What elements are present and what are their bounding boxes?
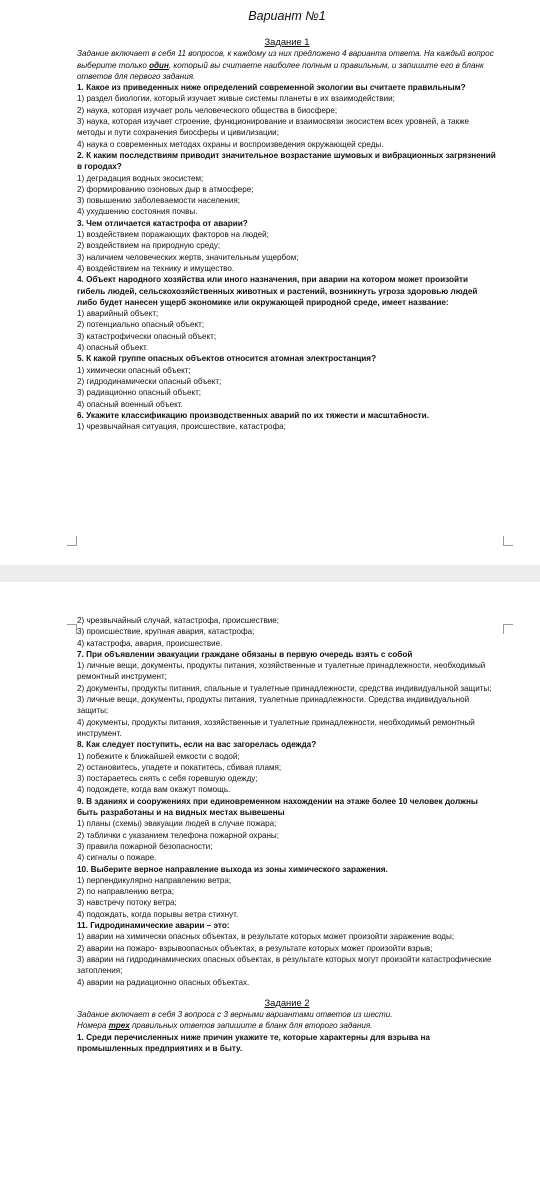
answer-option: 3) катастрофически опасный объект; [77,331,217,341]
answer-option: 1) личные вещи, документы, продукты питания, хозяйственные и туалетные принадлежности, необходимый ремонтный инструмент; [77,661,486,682]
question-text: 2. К каким последствиям приводит значительное возрастание шумовых и вибрационных загрязнений в городах? [77,150,496,172]
answer-option: 1) побежите к ближайшей емкости с водой; [77,751,240,761]
answer-option: 1) раздел биологии, который изучает живые системы планеты в их взаимодействии; [77,94,395,104]
variant-title: Вариант №1 [248,9,326,23]
question-list-page-1 [77,82,497,432]
question-text: 4. Объект народного хозяйства или иного назначения, при аварии на котором может произойти гибель людей, сельскохозяйственных животных и растений, возникнуть угроза здоровью людей либо будет нанесен ущерб экономике или окружающей природной среде, имеет название: [77,275,478,307]
page-1-content [77,8,497,432]
answer-option: 1) деградация водных экосистем; [77,173,204,183]
answer-option: 2) наука, которая изучает роль человеческого общества в биосфере; [77,105,338,115]
answer-option: 3) навстречу потоку ветра; [77,898,177,908]
answer-option: 2) по направлению ветра; [77,887,174,897]
answer-option: 2) таблички с указанием телефона пожарной охраны; [77,830,279,840]
section-1-intro [77,48,497,82]
answer-option: 3) постараетесь снять с себя горевшую одежду; [77,774,258,784]
intro-text-end: , который вы считаете наиболее полным и правильным, и запишите его в бланк ответов для первого задания. [77,60,484,81]
answer-option: 4) опасный военный объект. [77,399,183,409]
question-text: 8. Как следует поступить, если на вас загорелась одежда? [77,740,317,750]
answer-option: 4) подождете, когда вам окажут помощь. [77,785,231,795]
question-list-page-2 [77,649,497,988]
answer-option: 2) потенциально опасный объект; [77,320,205,330]
answer-option: 2) чрезвычайный случай, катастрофа, происшествие; [77,616,280,625]
section-1-title: Задание 1 [264,36,310,47]
answer-option: 2) гидродинамически опасный объект; [77,376,222,386]
answer-option: 1) воздействием поражающих факторов на людей; [77,230,269,240]
section-2-intro-line-2 [77,1020,497,1031]
answer-option: 1) перпендикулярно направлению ветра; [77,875,232,885]
section-2-intro-line-1: Задание включает в себя 3 вопроса с 3 верными вариантами ответов из шести. [77,1010,393,1020]
answer-option: 1) аварийный объект; [77,309,159,319]
answer-option: 4) катастрофа, авария, происшествие. [77,638,223,648]
section-2-question-1: 1. Среди перечисленных ниже причин укажите те, которые характерны для взрыва на промышленных предприятиях и в быту. [77,1032,430,1053]
intro-emphasis: трех [108,1021,130,1031]
intro-text-start: Задание включает в себя 11 вопросов, к каждому из них предложено 4 варианта ответа. На каждый вопрос выберите только [77,49,494,70]
answer-option: 3) наличием человеческих жертв, значительным ущербом; [77,252,299,262]
answer-option: 4) аварии на радиационно опасных объектах. [77,977,250,987]
question-text: 9. В зданиях и сооружениях при единовременном нахождении на этаже более 10 человек должны быть разработаны и на видных местах вывешены [77,796,478,818]
answer-option: 1) аварии на химически опасных объектах, в результате которых может произойти заражение воды; [77,932,455,942]
document-page-2 [0,582,540,1200]
document-page-1 [0,0,540,565]
intro-text-end: правильных ответов запишите в бланк для второго задания. [129,1021,373,1031]
answer-option: 4) ухудшению состояния почвы. [77,207,198,217]
question-text: 6. Укажите классификацию производственных аварий по их тяжести и масштабности. [77,410,429,420]
crop-mark [67,624,77,634]
question-text: 5. К какой группе опасных объектов относится атомная электростанция? [77,354,377,364]
answer-option: 2) документы, продукты питания, спальные и туалетные принадлежности, средства индивидуальной защиты; [77,683,492,693]
intro-emphasis: один [149,60,169,70]
answer-option: 3) наука, которая изучает строение, функционирование и взаимосвязи экосистем всех уровней, а также методы и пути сохранения биосферы и цивилизации; [77,117,470,138]
continued-answers [77,615,497,649]
section-2-title: Задание 2 [264,996,310,1008]
answer-option: 3) личные вещи, документы, продукты питания, туалетные принадлежности. Средства индивидуальной защиты; [77,695,470,716]
question-text: 1. Какое из приведенных ниже определений современной экологии вы считаете правильным? [77,83,466,93]
answer-option: 4) опасный объект. [77,343,149,353]
crop-mark [67,536,77,546]
answer-option: 2) остановитесь, упадете и покатитесь, сбивая пламя; [77,762,282,772]
question-text: 3. Чем отличается катастрофа от аварии? [77,218,248,228]
answer-option: 3) происшествие, крупная авария, катастрофа; [77,627,255,637]
answer-option: 3) правила пожарной безопасности; [77,841,213,851]
answer-option: 2) формированию озоновых дыр в атмосфере; [77,184,254,194]
answer-option: 1) химически опасный объект; [77,365,191,375]
answer-option: 3) аварии на гидродинамических опасных объектах, в результате которых могут произойти катастрофические затопления; [77,954,492,976]
answer-option: 3) повышению заболеваемости населения; [77,196,241,206]
crop-mark [503,624,513,634]
answer-option: 2) аварии на пожаро- взрывоопасных объектах, в результате которых может произойти взрыв; [77,943,433,953]
page-2-content [77,615,497,1054]
question-text: 7. При объявлении эвакуации граждане обязаны в первую очередь взять с собой [77,649,413,659]
answer-option: 4) наука о современных методах охраны и воспроизведения окружающей среды. [77,139,384,149]
crop-mark [503,536,513,546]
intro-text-start: Номера [77,1021,109,1031]
answer-option: 1) чрезвычайная ситуация, происшествие, катастрофа; [77,422,286,432]
answer-option: 4) воздействием на технику и имущество. [77,263,235,273]
answer-option: 4) документы, продукты питания, хозяйственные и туалетные принадлежности, необходимый ремонтный инструмент. [77,717,475,738]
question-text: 10. Выберите верное направление выхода из зоны химического заражения. [77,864,388,874]
answer-option: 2) воздействием на природную среду; [77,241,221,251]
answer-option: 3) радиационно опасный объект; [77,388,202,398]
answer-option: 1) планы (схемы) эвакуации людей в случае пожара; [77,819,277,829]
answer-option: 4) подождать, когда порывы ветра стихнут. [77,909,239,919]
question-text: 11. Гидродинамические аварии – это: [77,921,230,931]
page-gap [0,565,540,582]
answer-option: 4) сигналы о пожаре. [77,853,157,863]
